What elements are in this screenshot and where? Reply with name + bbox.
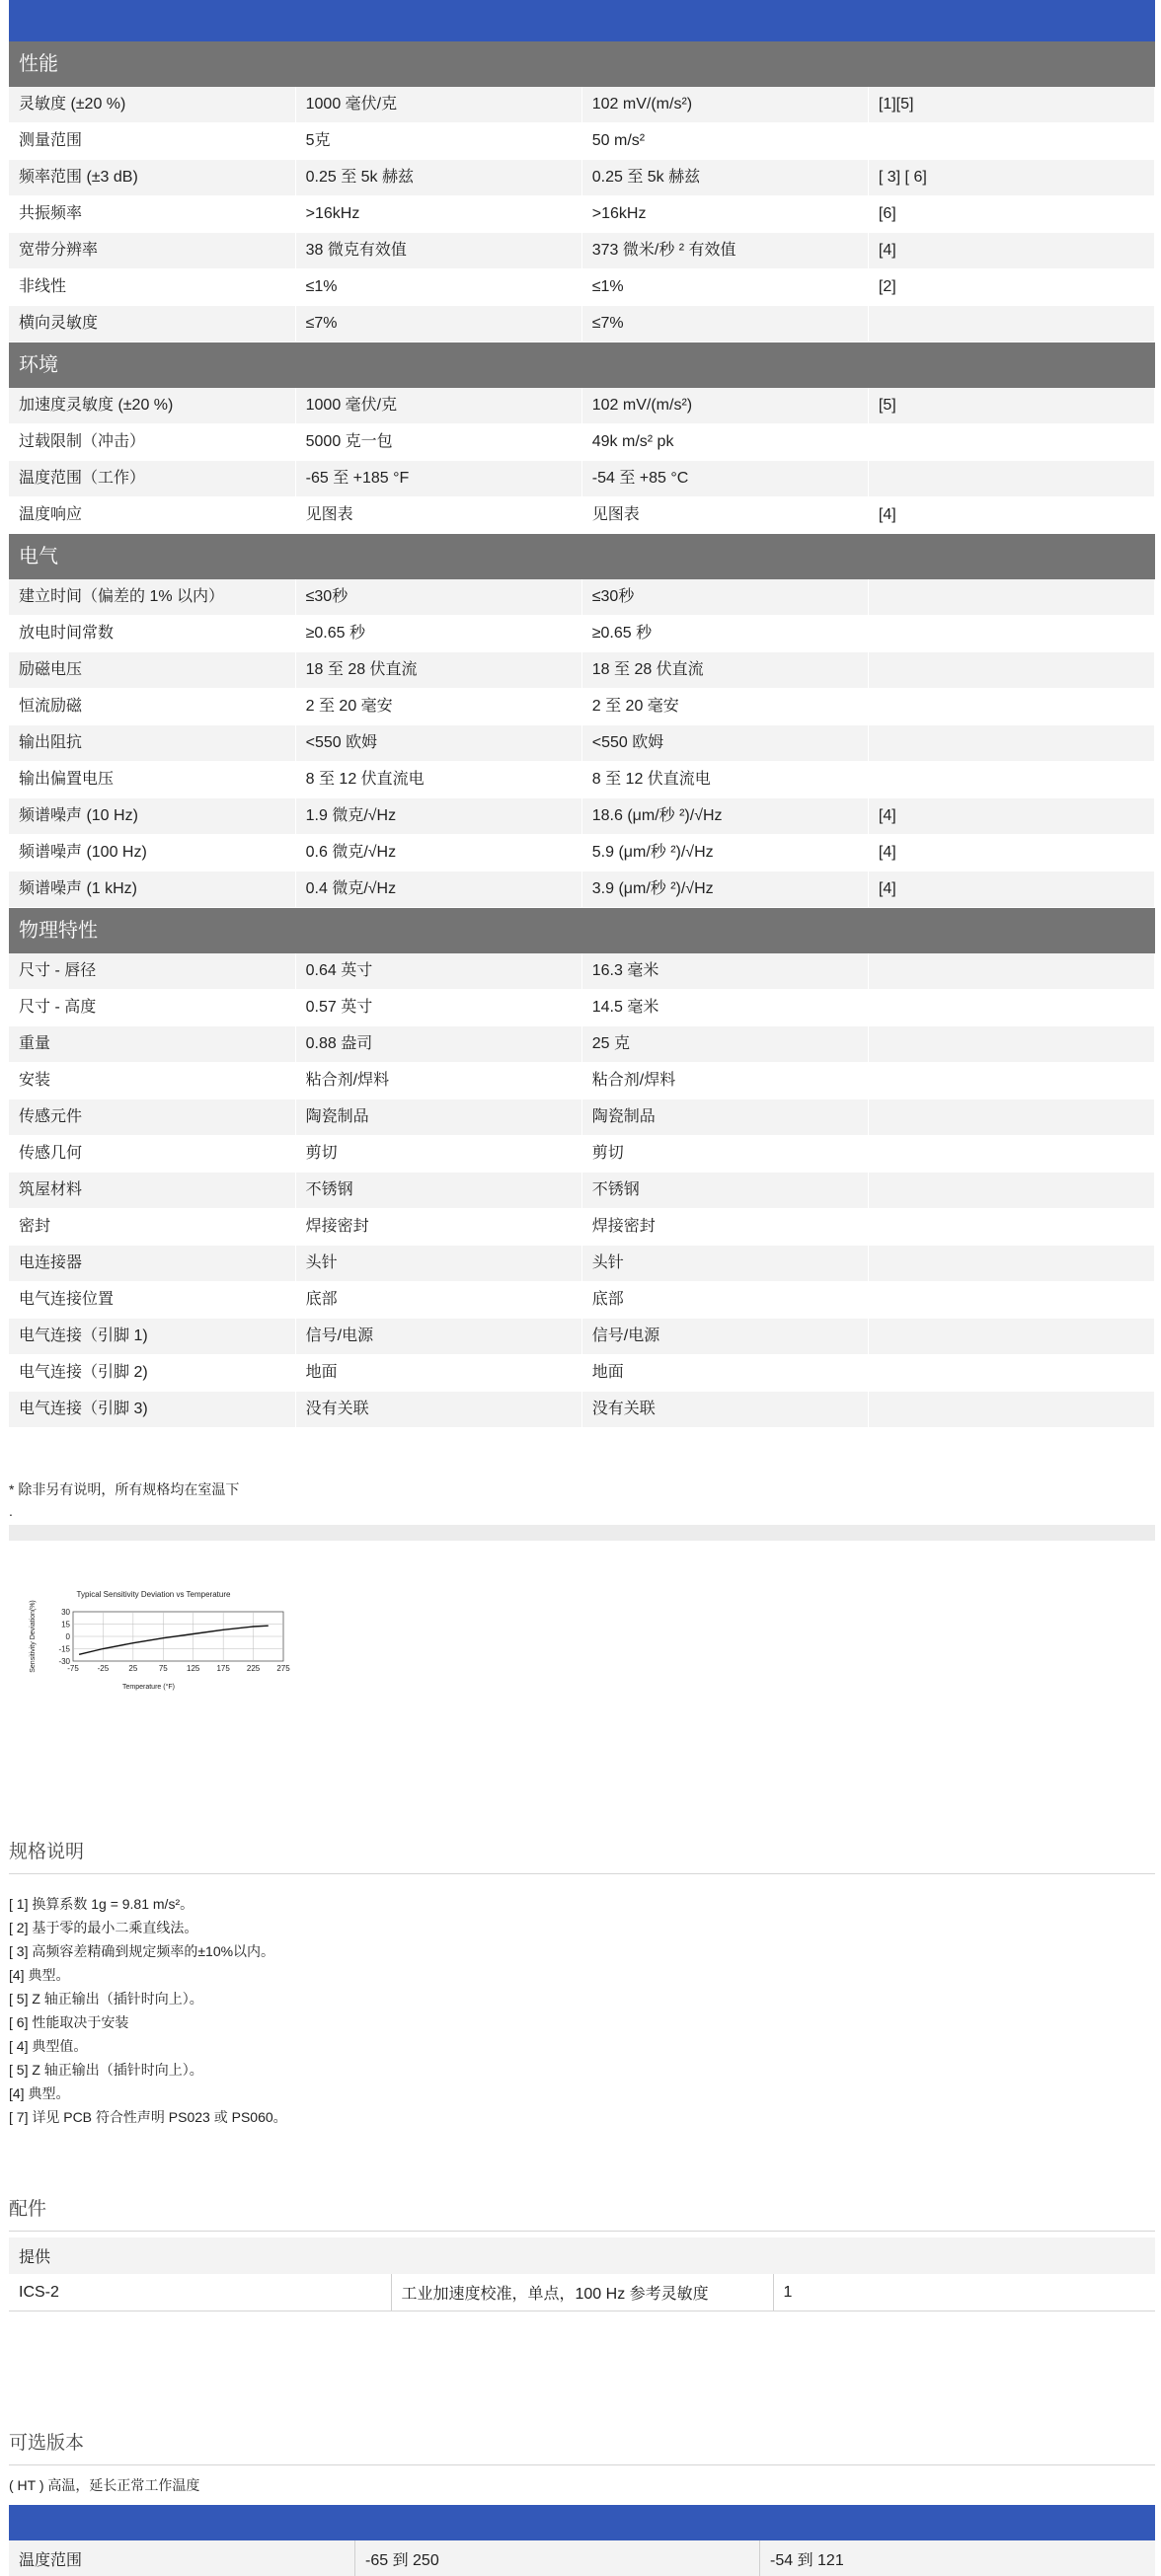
spec-english-value: 地面	[295, 1355, 581, 1392]
spec-row	[9, 1063, 1155, 1099]
spec-row	[9, 652, 1155, 689]
spec-english-value: 18 至 28 伏直流	[295, 652, 581, 689]
spec-si-value: 373 微米/秒 ² 有效值	[581, 233, 868, 269]
spec-row	[9, 87, 1155, 123]
spec-row	[9, 953, 1155, 990]
accessories-subheading-row	[9, 2237, 1155, 2274]
spec-note: [1][5]	[868, 87, 1154, 123]
y-tick-label: -30	[58, 1657, 70, 1666]
spec-label: 输出阻抗	[9, 725, 295, 762]
spec-row	[9, 1319, 1155, 1355]
option-row	[9, 2540, 1155, 2576]
spec-note	[868, 1246, 1154, 1282]
spec-row	[9, 689, 1155, 725]
spec-label: 输出偏置电压	[9, 762, 295, 798]
spec-si-value: 信号/电源	[581, 1319, 868, 1355]
spec-note: [4]	[868, 798, 1154, 835]
spec-row	[9, 461, 1155, 497]
spec-english-value: 1000 毫伏/克	[295, 388, 581, 424]
section-title: 物理特性	[9, 908, 1155, 954]
spec-si-value: >16kHz	[581, 196, 868, 233]
spec-note: [5]	[868, 388, 1154, 424]
spec-note	[868, 990, 1154, 1026]
spec-note-item: [ 5] Z 轴正输出（插针时向上）。	[9, 1991, 203, 2007]
spec-note-item: [ 3] 高频容差精确到规定频率的±10%以内。	[9, 1943, 275, 1959]
spec-si-value: 8 至 12 伏直流电	[581, 762, 868, 798]
spec-label: 灵敏度 (±20 %)	[9, 87, 295, 123]
spec-si-value: 3.9 (μm/秒 ²)/√Hz	[581, 871, 868, 908]
x-tick-label: 275	[276, 1664, 290, 1673]
spec-table-header-bar	[9, 0, 1155, 41]
spec-row	[9, 269, 1155, 306]
spec-english-value: 剪切	[295, 1136, 581, 1173]
spec-row	[9, 1099, 1155, 1136]
spec-si-value: 剪切	[581, 1136, 868, 1173]
accessory-description: 工业加速度校准，单点，100 Hz 参考灵敏度	[391, 2274, 773, 2311]
spec-row	[9, 990, 1155, 1026]
spec-note-item: [4] 典型。	[9, 1967, 70, 1983]
spec-label: 安装	[9, 1063, 295, 1099]
spec-note	[868, 725, 1154, 762]
spec-note	[868, 652, 1154, 689]
spec-si-value: 0.25 至 5k 赫兹	[581, 160, 868, 196]
accessories-subheading: 提供	[9, 2237, 1155, 2274]
spec-row	[9, 1209, 1155, 1246]
spec-label: 电气连接（引脚 2)	[9, 1355, 295, 1392]
spec-label: 过载限制（冲击）	[9, 424, 295, 461]
spec-si-value: 地面	[581, 1355, 868, 1392]
y-tick-label: 15	[61, 1620, 70, 1629]
accessories-table	[9, 2237, 1155, 2311]
spec-note	[868, 1282, 1154, 1319]
spec-label: 尺寸 - 唇径	[9, 953, 295, 990]
spec-si-value: 陶瓷制品	[581, 1099, 868, 1136]
y-tick-label: -15	[58, 1644, 70, 1654]
spec-si-value: 2 至 20 毫安	[581, 689, 868, 725]
spec-si-value: 见图表	[581, 497, 868, 534]
spec-note-item: [ 4] 典型值。	[9, 2038, 88, 2054]
spec-row	[9, 1282, 1155, 1319]
spec-english-value: 38 微克有效值	[295, 233, 581, 269]
spec-label: 建立时间（偏差的 1% 以内）	[9, 579, 295, 616]
spec-english-value: -65 至 +185 °F	[295, 461, 581, 497]
spec-label: 电气连接位置	[9, 1282, 295, 1319]
spec-label: 频谱噪声 (100 Hz)	[9, 835, 295, 871]
spec-si-value: ≤7%	[581, 306, 868, 342]
spec-label: 筑屋材料	[9, 1173, 295, 1209]
spec-english-value: 0.88 盎司	[295, 1026, 581, 1063]
spec-si-value: 14.5 毫米	[581, 990, 868, 1026]
spec-label: 电气连接（引脚 1)	[9, 1319, 295, 1355]
spec-note	[868, 1355, 1154, 1392]
spec-note: [ 3] [ 6]	[868, 160, 1154, 196]
accessory-row	[9, 2274, 1155, 2311]
spec-si-value: ≤30秒	[581, 579, 868, 616]
spec-row	[9, 306, 1155, 342]
spec-label: 非线性	[9, 269, 295, 306]
x-tick-label: -75	[67, 1664, 79, 1673]
spec-row	[9, 233, 1155, 269]
spec-label: 频率范围 (±3 dB)	[9, 160, 295, 196]
spec-si-value: ≥0.65 秒	[581, 616, 868, 652]
spec-label: 放电时间常数	[9, 616, 295, 652]
spec-label: 重量	[9, 1026, 295, 1063]
spec-note-item: [4] 典型。	[9, 2085, 70, 2101]
spec-row	[9, 1136, 1155, 1173]
spec-row	[9, 579, 1155, 616]
spec-note: [6]	[868, 196, 1154, 233]
options-description: ( HT ) 高温，延长正常工作温度	[9, 2477, 200, 2493]
spec-row	[9, 798, 1155, 835]
temperature-chart	[19, 1585, 295, 1723]
spec-note	[868, 123, 1154, 160]
spec-note	[868, 424, 1154, 461]
spec-si-value: 焊接密封	[581, 1209, 868, 1246]
section-title: 性能	[9, 41, 1155, 87]
spec-row	[9, 1392, 1155, 1428]
spec-row	[9, 160, 1155, 196]
options-table	[9, 2540, 1155, 2576]
spec-label: 频谱噪声 (10 Hz)	[9, 798, 295, 835]
spec-si-value: 不锈钢	[581, 1173, 868, 1209]
spec-english-value: 5克	[295, 123, 581, 160]
spec-label: 电气连接（引脚 3)	[9, 1392, 295, 1428]
spec-label: 温度范围（工作）	[9, 461, 295, 497]
spec-si-value: 底部	[581, 1282, 868, 1319]
spec-note	[868, 616, 1154, 652]
spec-row	[9, 725, 1155, 762]
spec-si-value: -54 至 +85 °C	[581, 461, 868, 497]
spec-label: 宽带分辨率	[9, 233, 295, 269]
spec-si-value: 50 m/s²	[581, 123, 868, 160]
spec-english-value: ≤30秒	[295, 579, 581, 616]
spec-note	[868, 1026, 1154, 1063]
divider-strip	[9, 1525, 1155, 1541]
option-si-value: -54 到 121	[760, 2540, 1156, 2576]
spec-english-value: 0.57 英寸	[295, 990, 581, 1026]
spec-row	[9, 497, 1155, 534]
spec-note	[868, 689, 1154, 725]
spec-english-value: >16kHz	[295, 196, 581, 233]
spec-note-item: [ 1] 换算系数 1g = 9.81 m/s²。	[9, 1896, 194, 1912]
spec-english-value: 0.64 英寸	[295, 953, 581, 990]
spec-note-item: [ 7] 详见 PCB 符合性声明 PS023 或 PS060。	[9, 2109, 287, 2125]
spec-label: 温度响应	[9, 497, 295, 534]
spec-si-value: ≤1%	[581, 269, 868, 306]
spec-label: 传感元件	[9, 1099, 295, 1136]
spec-english-value: 信号/电源	[295, 1319, 581, 1355]
spec-si-value: 102 mV/(m/s²)	[581, 87, 868, 123]
spec-english-value: 0.25 至 5k 赫兹	[295, 160, 581, 196]
spec-si-value: 18 至 28 伏直流	[581, 652, 868, 689]
options-heading: 可选版本	[9, 2428, 1155, 2465]
section-header-row	[9, 342, 1155, 389]
spec-note: [2]	[868, 269, 1154, 306]
spec-label: 密封	[9, 1209, 295, 1246]
spec-si-value: 粘合剂/焊料	[581, 1063, 868, 1099]
spec-english-value: 底部	[295, 1282, 581, 1319]
spec-si-value: 头针	[581, 1246, 868, 1282]
spec-row	[9, 123, 1155, 160]
spec-english-value: 8 至 12 伏直流电	[295, 762, 581, 798]
spec-row	[9, 196, 1155, 233]
spec-note	[868, 1319, 1154, 1355]
spec-si-value: 25 克	[581, 1026, 868, 1063]
spec-row	[9, 1173, 1155, 1209]
spec-row	[9, 871, 1155, 908]
spec-label: 电连接器	[9, 1246, 295, 1282]
spec-english-value: 0.4 微克/√Hz	[295, 871, 581, 908]
spec-row	[9, 424, 1155, 461]
options-table-header-bar	[9, 2505, 1155, 2540]
spec-label: 恒流励磁	[9, 689, 295, 725]
spec-label: 传感几何	[9, 1136, 295, 1173]
spec-english-value: 见图表	[295, 497, 581, 534]
spec-english-value: ≤7%	[295, 306, 581, 342]
spec-row	[9, 1246, 1155, 1282]
spec-table	[9, 41, 1155, 1428]
spec-notes-list	[9, 1874, 1155, 2129]
spec-note	[868, 762, 1154, 798]
section-header-row	[9, 908, 1155, 954]
footnote: * 除非另有说明，所有规格均在室温下	[9, 1481, 240, 1497]
spec-english-value: 焊接密封	[295, 1209, 581, 1246]
option-label: 温度范围	[9, 2540, 355, 2576]
spec-note: [4]	[868, 233, 1154, 269]
spec-english-value: ≥0.65 秒	[295, 616, 581, 652]
accessory-quantity: 1	[773, 2274, 1155, 2311]
spec-note	[868, 306, 1154, 342]
section-header-row	[9, 534, 1155, 580]
spec-note: [4]	[868, 835, 1154, 871]
section-title: 环境	[9, 342, 1155, 389]
accessories-heading: 配件	[9, 2194, 1155, 2232]
spec-english-value: 1.9 微克/√Hz	[295, 798, 581, 835]
spec-row	[9, 762, 1155, 798]
spec-label: 励磁电压	[9, 652, 295, 689]
spec-english-value: 不锈钢	[295, 1173, 581, 1209]
chart-container	[9, 1541, 1155, 1797]
spec-note	[868, 1099, 1154, 1136]
spec-note	[868, 1136, 1154, 1173]
x-tick-label: 225	[246, 1664, 261, 1673]
spec-english-value: 1000 毫伏/克	[295, 87, 581, 123]
spec-english-value: 5000 克一包	[295, 424, 581, 461]
spec-note: [4]	[868, 871, 1154, 908]
spec-note	[868, 1063, 1154, 1099]
spec-label: 尺寸 - 高度	[9, 990, 295, 1026]
spec-english-value: 0.6 微克/√Hz	[295, 835, 581, 871]
spec-si-value: 49k m/s² pk	[581, 424, 868, 461]
spec-note	[868, 1209, 1154, 1246]
spec-row	[9, 1355, 1155, 1392]
spec-si-value: 18.6 (μm/秒 ²)/√Hz	[581, 798, 868, 835]
spec-english-value: <550 欧姆	[295, 725, 581, 762]
section-title: 电气	[9, 534, 1155, 580]
spec-si-value: 102 mV/(m/s²)	[581, 388, 868, 424]
spec-si-value: 没有关联	[581, 1392, 868, 1428]
spec-english-value: 粘合剂/焊料	[295, 1063, 581, 1099]
spec-english-value: 2 至 20 毫安	[295, 689, 581, 725]
spec-row	[9, 388, 1155, 424]
x-tick-label: 175	[216, 1664, 230, 1673]
x-tick-label: -25	[97, 1664, 110, 1673]
section-header-row	[9, 41, 1155, 87]
spec-english-value: 没有关联	[295, 1392, 581, 1428]
footnote-dot: .	[9, 1503, 13, 1519]
spec-label: 横向灵敏度	[9, 306, 295, 342]
spec-note-item: [ 6] 性能取决于安装	[9, 2014, 129, 2030]
spec-note	[868, 461, 1154, 497]
spec-english-value: 陶瓷制品	[295, 1099, 581, 1136]
spec-label: 测量范围	[9, 123, 295, 160]
y-tick-label: 30	[61, 1608, 70, 1617]
spec-row	[9, 835, 1155, 871]
spec-english-value: ≤1%	[295, 269, 581, 306]
accessory-model: ICS-2	[9, 2274, 391, 2311]
page-content	[9, 0, 1155, 2576]
spec-label: 频谱噪声 (1 kHz)	[9, 871, 295, 908]
spec-row	[9, 616, 1155, 652]
y-axis-label: Sensitivity Deviation(%)	[30, 1600, 37, 1673]
spec-note-item: [ 2] 基于零的最小二乘直线法。	[9, 1920, 198, 1935]
spec-notes-heading: 规格说明	[9, 1837, 1155, 1874]
spec-english-value: 头针	[295, 1246, 581, 1282]
option-english-value: -65 到 250	[355, 2540, 760, 2576]
spec-si-value: 5.9 (μm/秒 ²)/√Hz	[581, 835, 868, 871]
x-tick-label: 125	[187, 1664, 200, 1673]
spec-note-item: [ 5] Z 轴正输出（插针时向上）。	[9, 2062, 203, 2078]
spec-si-value: <550 欧姆	[581, 725, 868, 762]
spec-si-value: 16.3 毫米	[581, 953, 868, 990]
x-tick-label: 75	[158, 1664, 168, 1673]
y-tick-label: 0	[65, 1632, 70, 1641]
x-tick-label: 25	[128, 1664, 138, 1673]
spec-note	[868, 1173, 1154, 1209]
spec-note: [4]	[868, 497, 1154, 534]
spec-label: 共振频率	[9, 196, 295, 233]
spec-row	[9, 1026, 1155, 1063]
spec-note	[868, 953, 1154, 990]
spec-label: 加速度灵敏度 (±20 %)	[9, 388, 295, 424]
chart-title: Typical Sensitivity Deviation vs Temperature	[76, 1590, 231, 1599]
spec-note	[868, 579, 1154, 616]
x-axis-label: Temperature (°F)	[122, 1684, 175, 1691]
spec-note	[868, 1392, 1154, 1428]
